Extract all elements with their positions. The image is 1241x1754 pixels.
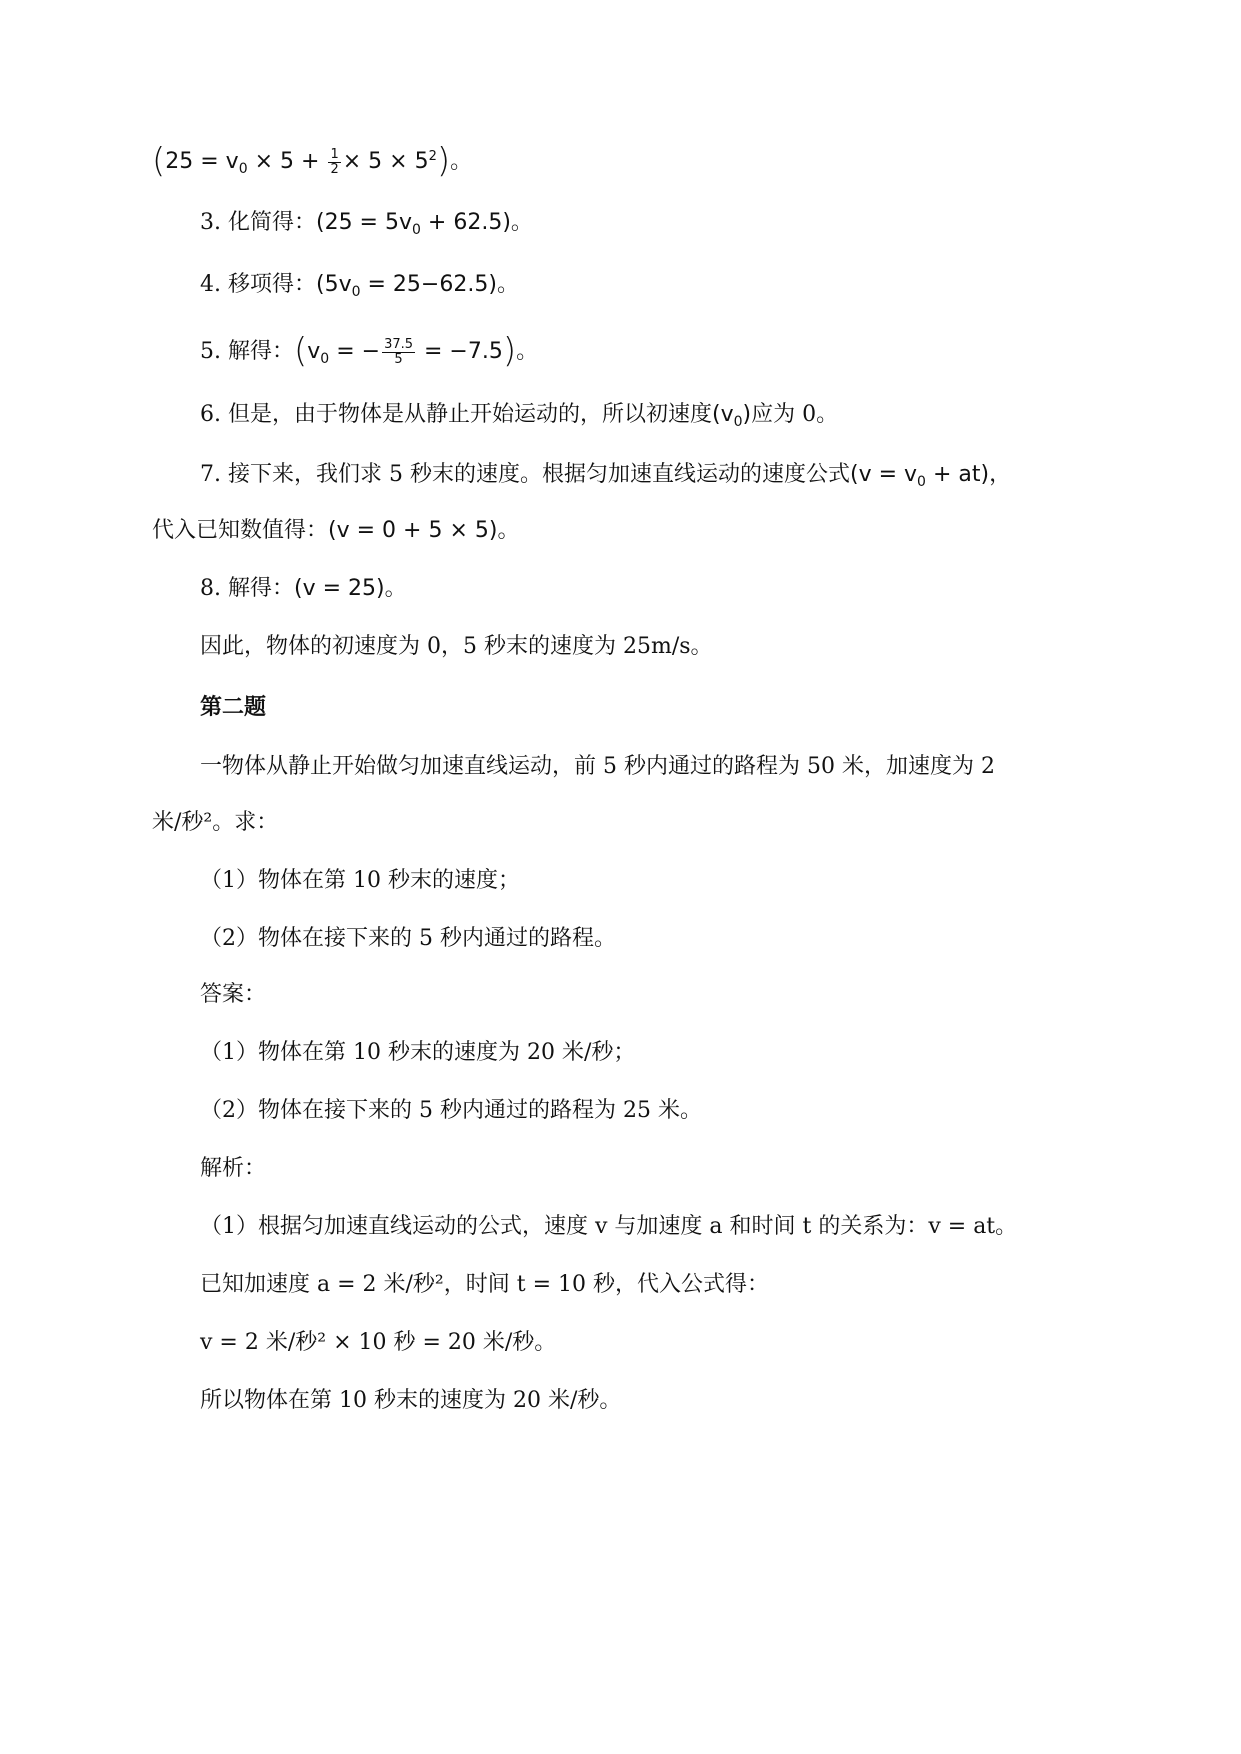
analysis-2: 已知加速度 a = 2 米/秒²，时间 t = 10 秒，代入公式得： bbox=[200, 1272, 769, 1297]
question-2-part-2: （2）物体在接下来的 5 秒内通过的路程。 bbox=[200, 926, 616, 951]
question-2-body-continued: 米/秒²。求： bbox=[152, 810, 279, 835]
equation-substitution: ($25 = v_0 \times 5$ + $\frac{1}{2}$ × $5 \times 5^2$)。 bbox=[152, 141, 473, 181]
question-2-part-1: （1）物体在第 10 秒末的速度； bbox=[200, 868, 520, 893]
answer-label: 答案： bbox=[200, 982, 267, 1007]
step-5: 5. 解得：($v_0$ = − $\frac{37.5}{5}$ = −7.5)。 bbox=[200, 331, 539, 371]
step-4: 4. 移项得：$(5v_0 = 25-62.5)$。 bbox=[200, 272, 519, 300]
answer-2: （2）物体在接下来的 5 秒内通过的路程为 25 米。 bbox=[200, 1098, 702, 1123]
step-6: 6. 但是，由于物体是从静止开始运动的，所以初速度$(v_0)$应为 0。 bbox=[200, 402, 839, 430]
step-3: 3. 化简得：$(25 = 5v_0 + 62.5)$。 bbox=[200, 210, 533, 238]
analysis-label: 解析： bbox=[200, 1156, 267, 1181]
paren-left: ( bbox=[152, 141, 166, 181]
fraction-half: $\frac{1}{2}$ bbox=[330, 146, 339, 177]
step-7-continued: 代入已知数值得：(v = 0 + 5 × 5)。 bbox=[152, 518, 520, 543]
conclusion: 因此，物体的初速度为 0，5 秒末的速度为 25m/s。 bbox=[200, 634, 713, 659]
fraction-37-5: $\frac{37.5}{5}$ bbox=[384, 336, 414, 367]
question-2-title: 第二题 bbox=[200, 694, 267, 720]
analysis-1: （1）根据匀加速直线运动的公式，速度 v 与加速度 a 和时间 t 的关系为：v = at。 bbox=[200, 1214, 1018, 1239]
step-8: 8. 解得：(v = 25)。 bbox=[200, 576, 407, 601]
answer-1: （1）物体在第 10 秒末的速度为 20 米/秒； bbox=[200, 1040, 636, 1065]
question-2-body: 一物体从静止开始做匀加速直线运动，前 5 秒内通过的路程为 50 米，加速度为 2 bbox=[200, 754, 995, 779]
analysis-4: 所以物体在第 10 秒末的速度为 20 米/秒。 bbox=[200, 1388, 622, 1413]
step-7: 7. 接下来，我们求 5 秒末的速度。根据匀加速直线运动的速度公式$(v = v_0 + at)$， bbox=[200, 462, 1012, 490]
analysis-3: v = 2 米/秒² × 10 秒 = 20 米/秒。 bbox=[200, 1330, 557, 1355]
paren-right: ) bbox=[436, 141, 451, 181]
